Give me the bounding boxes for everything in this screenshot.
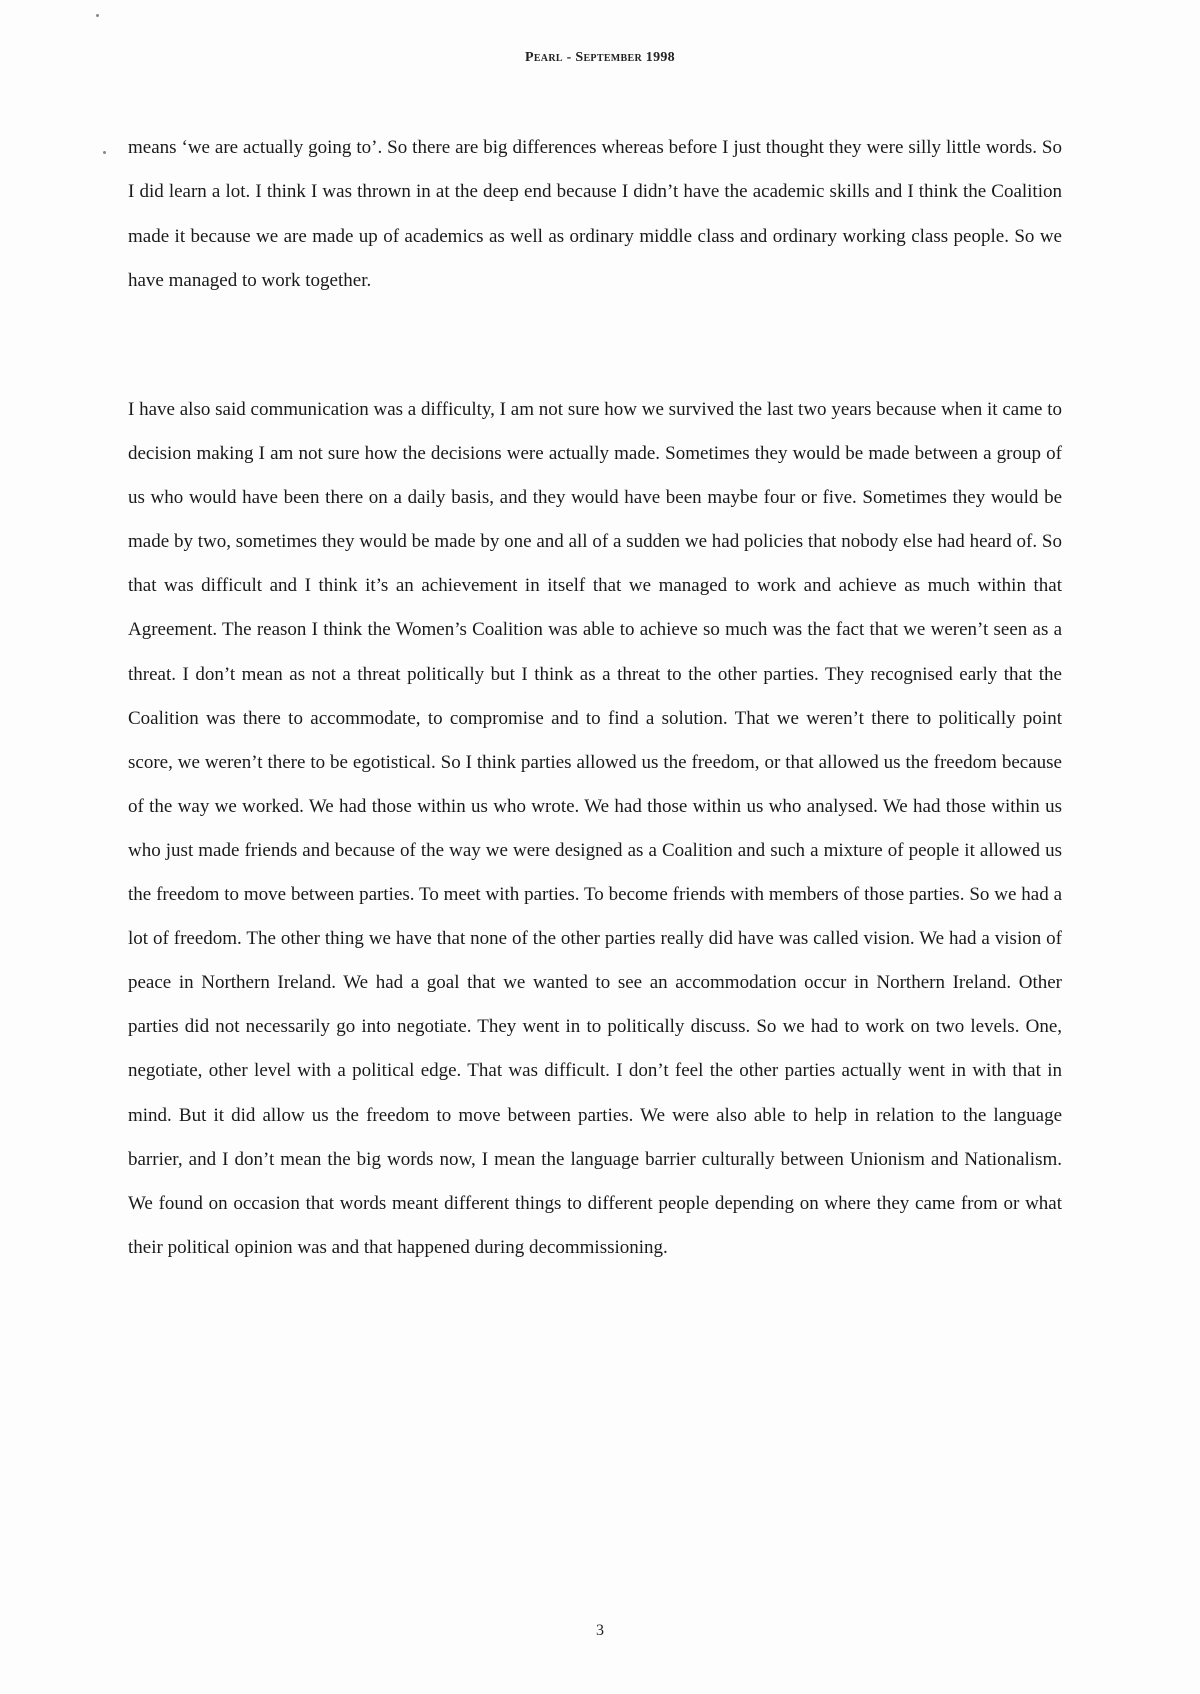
running-header: Pearl - September 1998 — [524, 50, 675, 65]
page-number: 3 — [596, 1622, 604, 1639]
paragraph-2: I have also said communication was a difficulty, I am not sure how we survived the last two years because when it came to decision making I am not sure how the decisions were actually made. Sometimes they would be made between a group of us who would have been there on a daily basis, and they would have been maybe four or five. Sometimes they would be made by two, sometimes they would be made by one and all of a sudden we had policies that nobody else had heard of. So that was difficult and I think it’s an achievement in itself that we managed to work and achieve as much within that Agreement. The reason I think the Women’s Coalition was able to achieve so much was the fact that we weren’t seen as a threat. I don’t mean as not a threat politically but I think as a threat to the other parties. They recognised early that the Coalition was there to accommodate, to compromise and to find a solution. That we weren’t there to politically point score, we weren’t there to be egotistical. So I think parties allowed us the freedom, or that allowed us the freedom because of the way we worked. We had those within us who wrote. We had those within us who analysed. We had those within us who just made friends and because of the way we were designed as a Coalition and such a mixture of people it allowed us the freedom to move between parties. To meet with parties. To become friends with members of those parties. So we had a lot of freedom. The other thing we have that none of the other parties really did have was called vision. We had a vision of peace in Northern Ireland. We had a goal that we wanted to see an accommodation occur in Northern Ireland. Other parties did not necessarily go into negotiate. They went in to politically discuss. So we had to work on two levels. One, negotiate, other level with a political edge. That was difficult. I don’t feel the other parties actually went in with that in mind. But it did allow us the freedom to move between parties. We were also able to help in relation to the language barrier, and I don’t mean the big words now, I mean the language barrier culturally between Unionism and Nationalism. We found on occasion that words meant different things to different people depending on where they came from or what their political opinion was and that happened during decommissioning. — [128, 399, 1062, 1258]
scan-speck — [96, 14, 99, 17]
scan-speck — [103, 151, 106, 154]
paragraph-1: means ‘we are actually going to’. So there are big differences whereas before I just thought they were silly little words. So I did learn a lot. I think I was thrown in at the deep end because I didn’t have the academic skills and I think the Coalition made it because we are made up of academics as well as ordinary middle class and ordinary working class people. So we have managed to work together. — [128, 137, 1062, 292]
